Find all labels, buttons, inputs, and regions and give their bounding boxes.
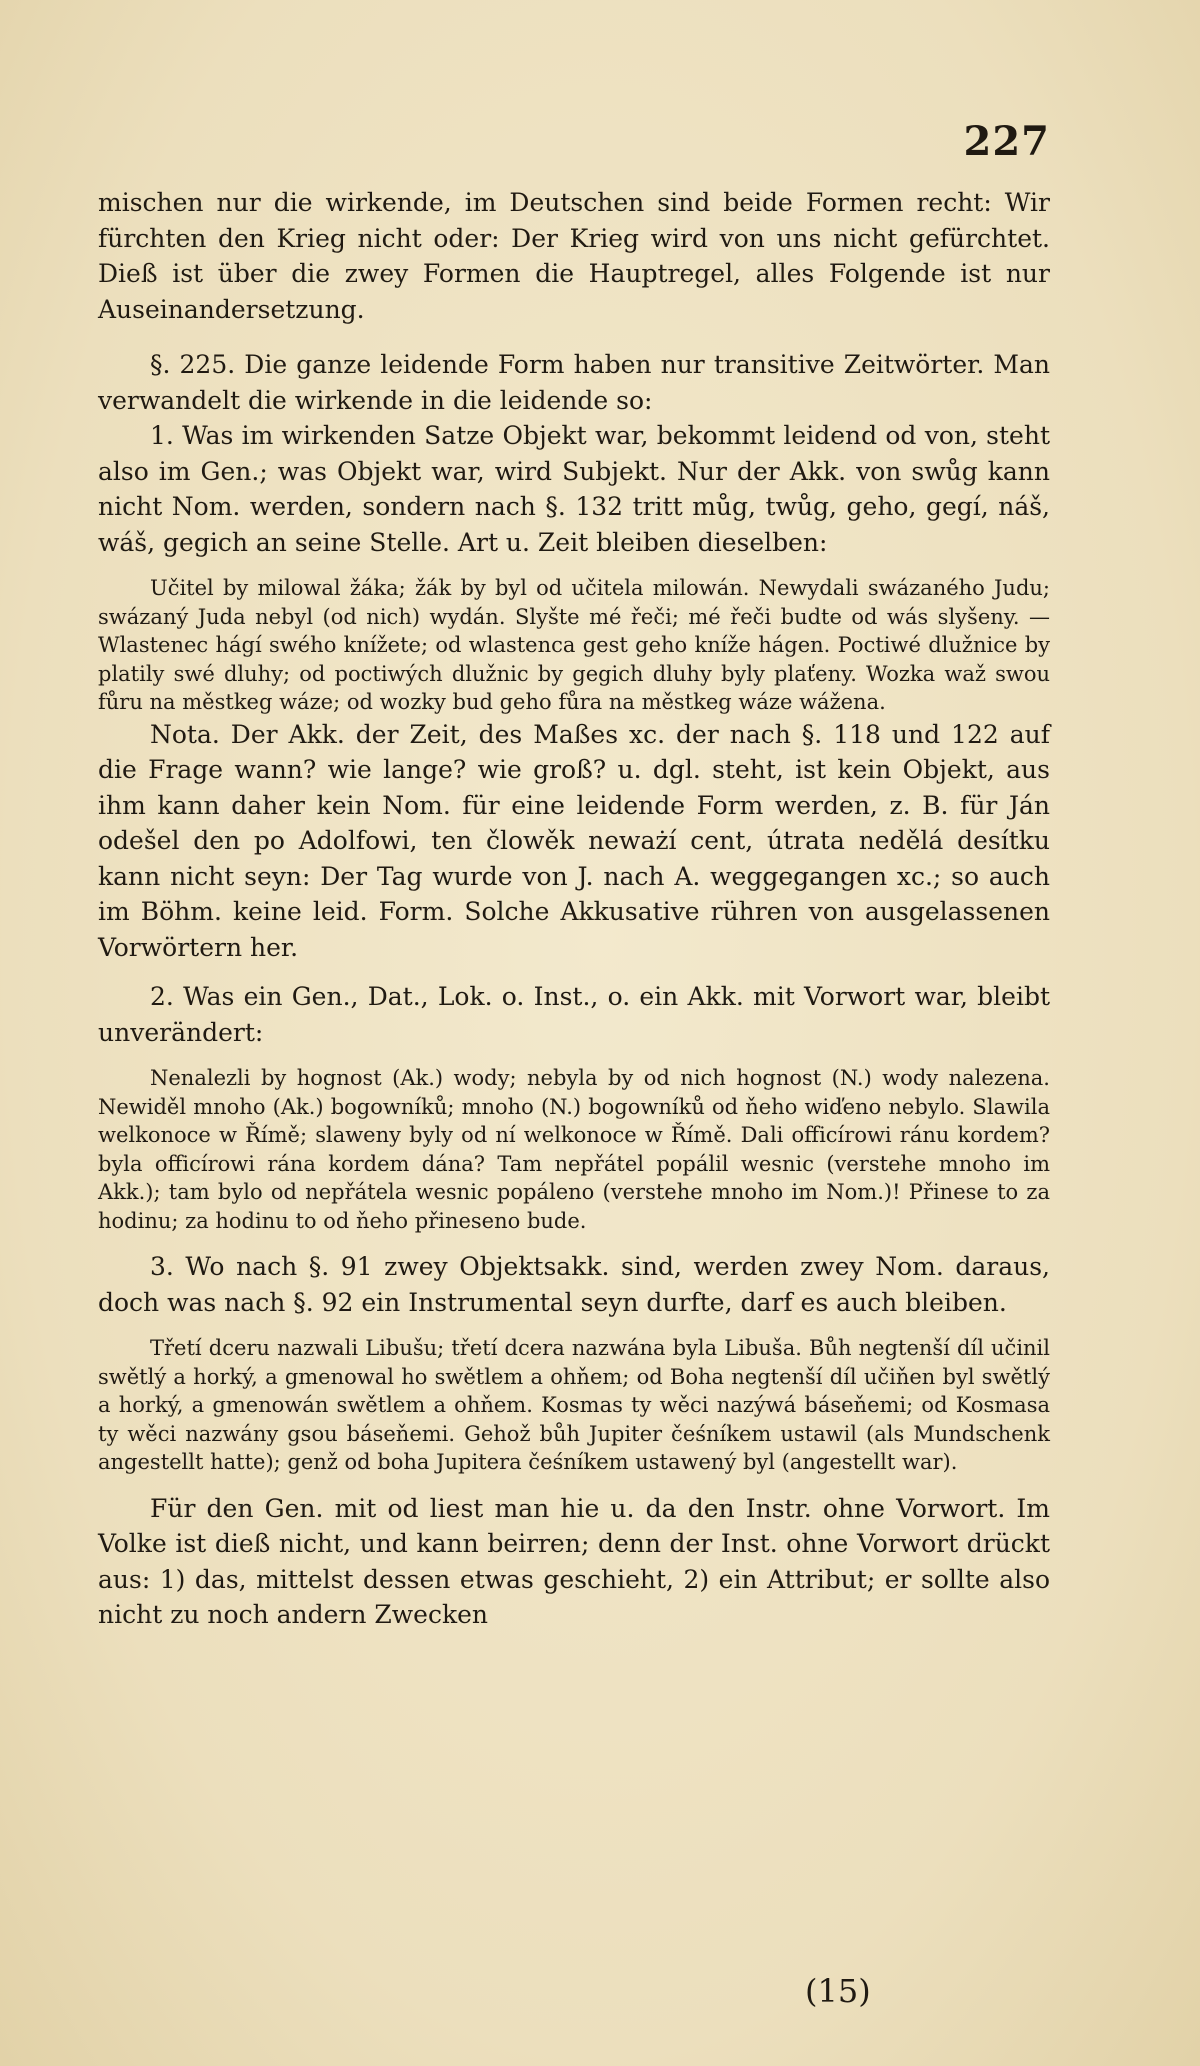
- example-1-block: Učitel by milowal žáka; žák by byl od učitela milowán. Newydali swázaného Judu; swázaný Juda nebyl (od nich) wydán. Slyšte mé řeči; mé řeči budte od wás slyšeny. — Wlastenec hágí swého knížete; od wlastenca gest geho kníže hágen. Poctiwé dlužnice by platily swé dluhy; od poctiwých dlužnic by gegich dluhy byly plaťeny. Wozka waž swou fůru na městkeg wáze; od wozky bud geho fůra na městkeg wáze wážena.: [98, 576, 1050, 714]
- section-heading-paragraph: §. 225. Die ganze leidende Form haben nur transitive Zeitwörter. Man verwandelt die wirkende in die leidende so:: [98, 350, 1050, 415]
- rule-1-paragraph: 1. Was im wirkenden Satze Objekt war, bekommt leidend od von, steht also im Gen.; was Objekt war, wird Subjekt. Nur der Akk. von swůg kann nicht Nom. werden, sondern nach §. 132 tritt můg, twůg, geho, gegí, náš, wáš, gegich an seine Stelle. Art u. Zeit bleiben dieselben:: [98, 421, 1050, 557]
- nota-paragraph: Nota. Der Akk. der Zeit, des Maßes xc. der nach §. 118 und 122 auf die Frage wann? wie lange? wie groß? u. dgl. steht, ist kein Objekt, aus ihm kann daher kein Nom. für eine leidende Form werden, z. B. für Ján odešel den po Adolfowi, ten člowěk neważí cent, útrata nedělá desítku kann nicht seyn: Der Tag wurde von J. nach A. weggegangen xc.; so auch im Böhm. keine leid. Form. Solche Akkusative rühren von ausgelassenen Vorwörtern her.: [98, 719, 1050, 962]
- rule-3-paragraph: 3. Wo nach §. 91 zwey Objektsakk. sind, werden zwey Nom. daraus, doch was nach §. 92 ein Instrumental seyn durfte, darf es auch bleiben.: [98, 1252, 1050, 1317]
- page-number: 227: [963, 118, 1050, 165]
- example-3-block: Třetí dceru nazwali Libušu; třetí dcera nazwána byla Libuša. Bůh negtenší díl učinil swětlý a horký, a gmenowal ho swětlem a ohňem; od Boha negtenší díl učiňen byl swětlý a horký, a gmenowán swětlem a ohňem. Kosmas ty wěci nazýwá báseňemi; od Kosmasa ty wěci nazwány gsou báseňemi. Gehož bůh Jupiter čeśníkem ustawil (als Mundschenk angestellt hatte); genž od boha Jupitera čeśníkem ustawený byl (angestellt war).: [98, 1336, 1050, 1474]
- rule-2-paragraph: 2. Was ein Gen., Dat., Lok. o. Inst., o. ein Akk. mit Vorwort war, bleibt unverändert:: [98, 982, 1050, 1047]
- closing-paragraph: Für den Gen. mit od liest man hie u. da den Instr. ohne Vorwort. Im Volke ist dieß nicht, und kann beirren; denn der Inst. ohne Vorwort drückt aus: 1) das, mittelst dessen etwas geschieht, 2) ein Attribut; er sollte also nicht zu noch andern Zwecken: [98, 1493, 1050, 1629]
- intro-paragraph: mischen nur die wirkende, im Deutschen sind beide Formen recht: Wir fürchten den Krieg nicht oder: Der Krieg wird von uns nicht gefürchtet. Dieß ist über die zwey Formen die Hauptregel, alles Folgende ist nur Auseinandersetzung.: [98, 188, 1050, 324]
- example-2-block: Nenalezli by hognost (Ak.) wody; nebyla by od nich hognost (N.) wody nalezena. Newiděl mnoho (Ak.) bogowníků; mnoho (N.) bogowníků od ňeho wiďeno nebylo. Slawila welkonoce w Římě; slaweny byly od ní welkonoce w Římě. Dali officírowi ránu kordem? byla officírowi rána kordem dána? Tam nepřátel popálil wesnic (verstehe mnoho im Akk.); tam bylo od nepřátela wesnic popáleno (verstehe mnoho im Nom.)! Přinese to za hodinu; za hodinu to od ňeho přineseno bude.: [98, 1066, 1050, 1233]
- signature-mark: (15): [805, 1972, 871, 2010]
- page-body: [98, 185, 1050, 1633]
